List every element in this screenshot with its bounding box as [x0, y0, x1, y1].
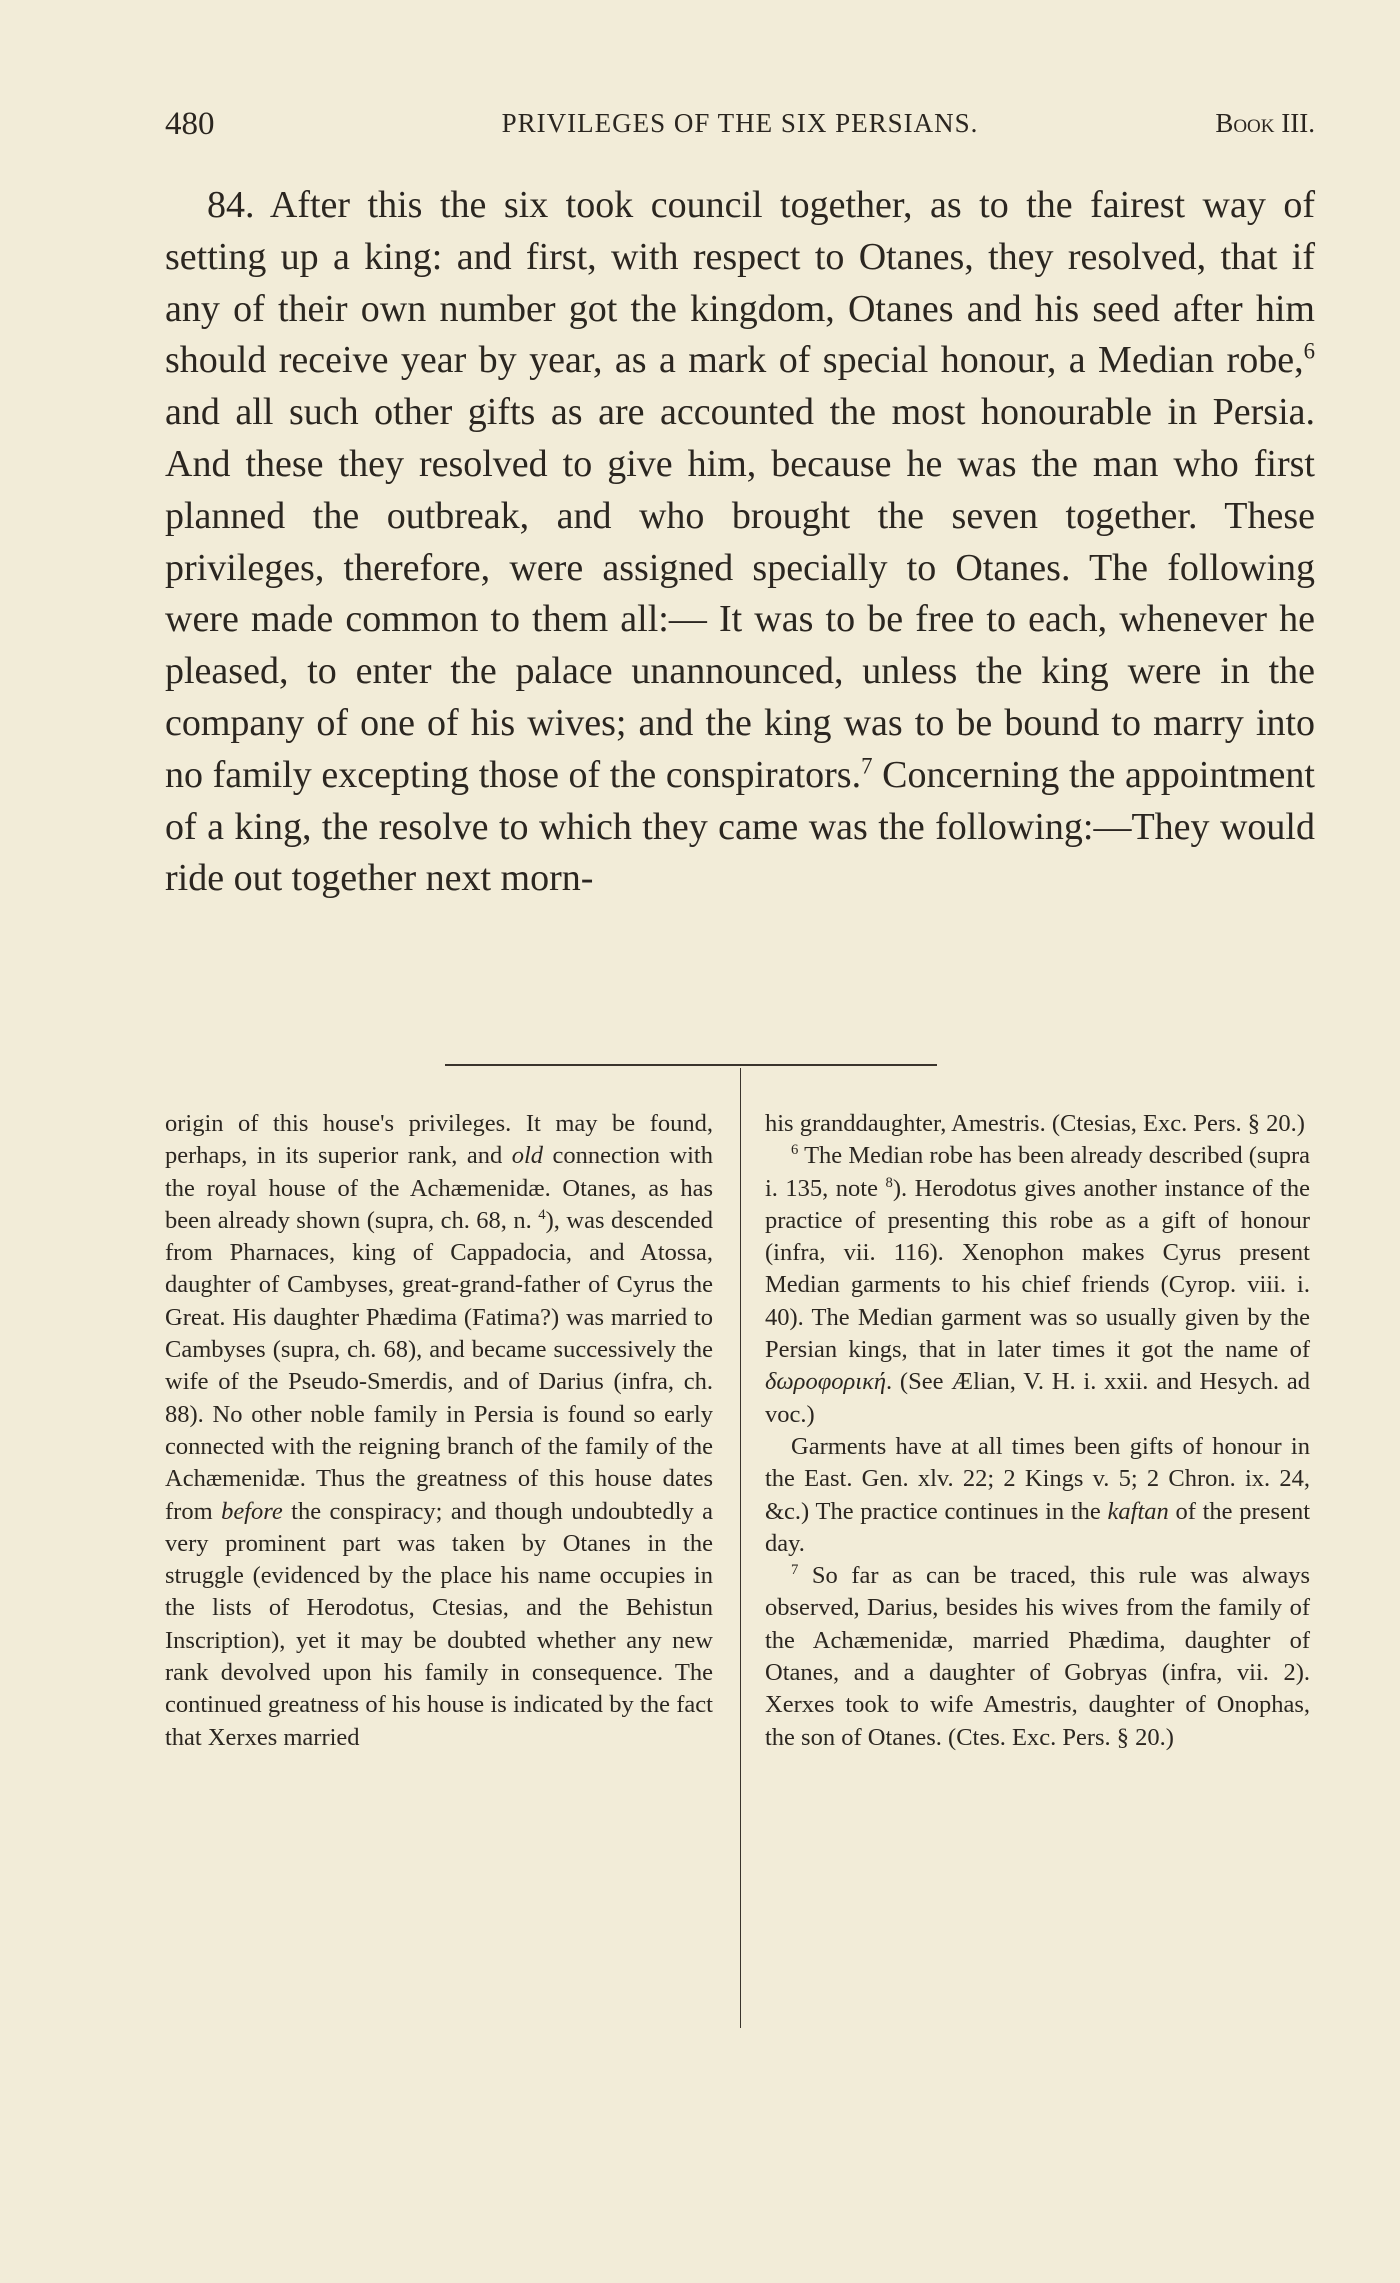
footnote-7 — [765, 1560, 1310, 1754]
footnote-separator-rule — [445, 1064, 937, 1066]
footnote-continuation-right: his granddaughter, Amestris. (Ctesias, Exc. Pers. § 20.) — [765, 1110, 1305, 1137]
fn-left-sup-4: 4 — [538, 1206, 546, 1223]
footnote-continuation — [165, 1108, 713, 1754]
fn6-cont-text-a: Garments have at all times been gifts of honour in the East. Gen. xlv. 22; 2 Kings v. 5; 2 Chron. ix. 24, &c.) The practice continues in the — [765, 1432, 1310, 1525]
fn6-text-c: . (See Ælian, V. H. i. xxii. and Hesych. ad voc.) — [765, 1368, 1310, 1428]
book-label — [1215, 108, 1315, 139]
main-text — [165, 180, 1315, 905]
fn6-greek-word: δωροφορική — [765, 1368, 886, 1396]
fn6-text-b: ). Herodotus gives another instance of the practice of presenting this robe as a gift of honour (infra, vii. 116). Xenophon makes Cyrus present Median garments to his chief friends (Cyrop. viii. i. 40). The Median garment was so usually given by the Persian kings, that in later times it got the name of — [765, 1174, 1310, 1364]
book-number: III. — [1281, 108, 1315, 138]
page-number: 480 — [165, 106, 215, 142]
footnote-ref-6: 6 — [1303, 338, 1315, 364]
footnote-6-continued — [765, 1431, 1310, 1560]
fn6-cont-text-b: of the present day. — [765, 1497, 1310, 1557]
main-text-part-2: and all such other gifts as are accounted the most honourable in Persia. And these they resolved to give him, because he was the man who first planned the outbreak, and who brought the seven together. These privileges, therefore, were assigned specially to Otanes. The following were made common to them all:— It was to be free to each, whenever he pleased, to enter the palace unannounced, unless the king were in the company of one of his wives; and the king was to be bound to marry into no family excepting those of the conspirators. — [165, 391, 1315, 796]
main-text-part-1: 84. After this the six took council together, as to the fairest way of setting up a king: and first, with respect to Otanes, they resolved, that if any of their own number got the kingdom, Otanes and his seed after him should receive year by year, as a mark of special honour, a Median robe, — [165, 184, 1315, 382]
fn-left-text-2: connection with the royal house of the Achæmenidæ. Otanes, as has been already shown (supra, ch. 68, n. — [165, 1142, 713, 1234]
fn-left-text-3: ), was descended from Pharnaces, king of Cappadocia, and Atossa, daughter of Cambyses, great-grand-father of Cyrus the Great. His daughter Phædima (Fatima?) was married to Cambyses (supra, ch. 68), and became successively the wife of the Pseudo-Smerdis, and of Darius (infra, ch. 88). No other noble family in Persia is found so early connected with the reigning branch of the family of the Achæmenidæ. Thus the greatness of this house dates from — [165, 1206, 714, 1525]
book-word: Book — [1215, 108, 1275, 138]
fn-left-text-4: the conspiracy; and though undoubtedly a very prominent part was taken by Otanes in the struggle (evidenced by the place his name occupies in the lists of Herodotus, Ctesias, and the Behistun Inscription), yet it may be doubted whether any new rank devolved upon his family in consequence. The continued greatness of his house is indicated by the fact that Xerxes married — [165, 1497, 714, 1751]
footnote-6-number: 6 — [791, 1142, 799, 1159]
footnotes-right-column — [765, 1108, 1310, 1754]
fn6-sup-8: 8 — [885, 1174, 893, 1191]
fn-left-text-1: origin of this house's privileges. It may be found, perhaps, in its superior rank, and — [165, 1110, 713, 1170]
running-title: PRIVILEGES OF THE SIX PERSIANS. — [501, 108, 979, 138]
fn-left-italic-old: old — [511, 1142, 543, 1170]
footnotes-left-column — [165, 1108, 713, 1754]
page-header — [165, 100, 1315, 150]
column-divider — [740, 1068, 741, 2028]
paragraph-84 — [165, 180, 1315, 905]
fn7-text: So far as can be traced, this rule was always observed, Darius, besides his wives from the family of the Achæmenidæ, married Phædima, daughter of Otanes, and a daughter of Gobryas (infra, vii. 2). Xerxes took to wife Amestris, daughter of Onophas, the son of Otanes. (Ctes. Exc. Pers. § 20.) — [765, 1562, 1310, 1751]
footnote-ref-7: 7 — [861, 753, 873, 779]
fn6-text-a: The Median robe has been already described (supra i. 135, note — [765, 1142, 1310, 1202]
main-text-part-3: Concerning the appointment of a king, the resolve to which they came was the following:—They would ride out together next morn- — [165, 753, 1315, 900]
fn-left-italic-before: before — [221, 1497, 283, 1525]
fn6-cont-italic-kaftan: kaftan — [1107, 1497, 1169, 1525]
footnote-6 — [765, 1140, 1310, 1431]
footnote-7-number: 7 — [791, 1562, 799, 1578]
